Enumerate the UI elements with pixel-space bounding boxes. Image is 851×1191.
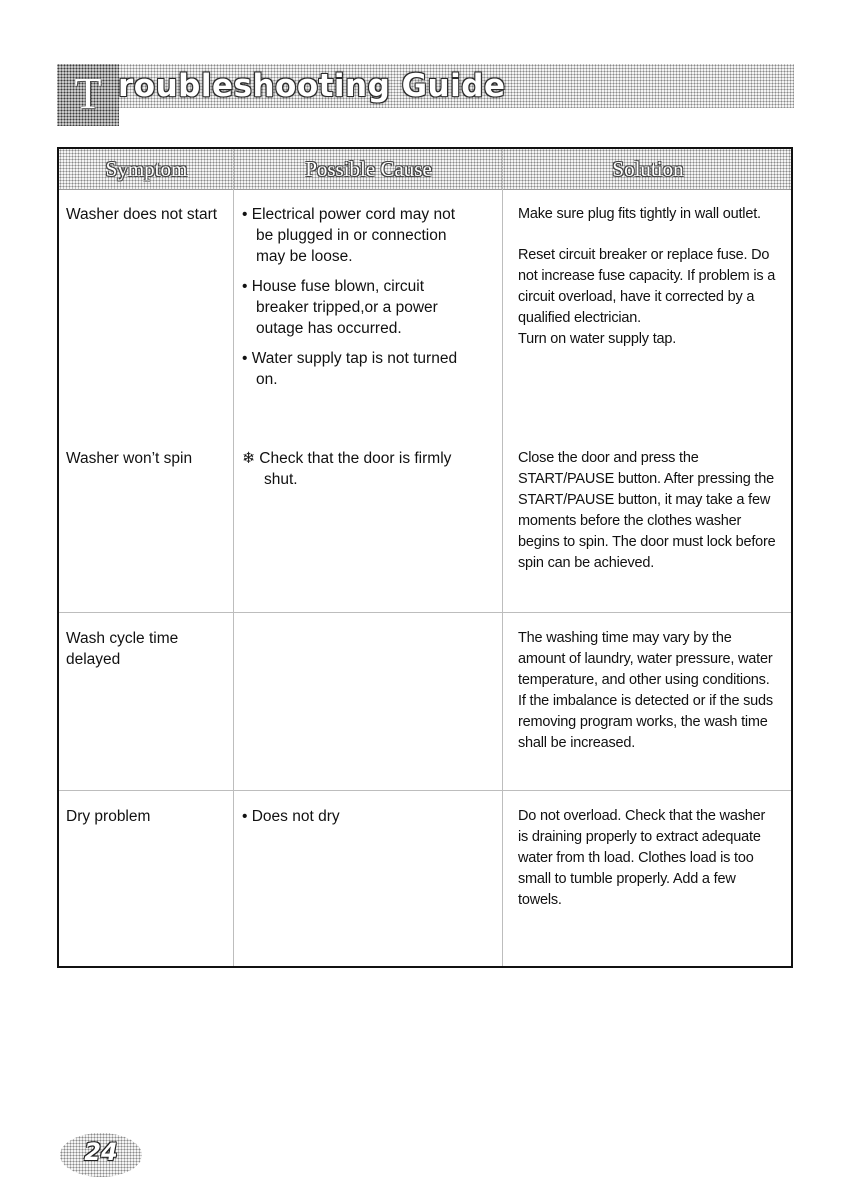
solution-item: Make sure plug fits tightly in wall outlet.	[518, 206, 761, 222]
solution-item: The washing time may vary by the amount of laundry, water pressure, water temperature, and other using conditions. If the imbalance is detected or if the suds removing program works, the wash time shall be increased.	[518, 630, 773, 751]
cause-cell	[242, 448, 474, 490]
cause-item: • Electrical power cord may not be plugged in or connection may be loose.	[242, 206, 456, 265]
cause-cell	[242, 806, 474, 827]
column-header-solution: Solution	[612, 157, 684, 181]
symptom-cell: Dry problem	[66, 808, 151, 825]
solution-cell	[518, 628, 776, 754]
column-divider	[233, 149, 234, 966]
table-header-row	[59, 149, 791, 190]
solution-item: Reset circuit breaker or replace fuse. Do not increase fuse capacity. If problem is a circuit overload, have it corrected by a qualified electrician.	[518, 247, 776, 326]
symptom-cell: Washer does not start	[66, 206, 218, 223]
column-header-possible-cause: Possible Cause	[305, 157, 432, 181]
row-divider	[59, 612, 791, 613]
page-title: roubleshooting Guide	[118, 68, 506, 104]
page-number: 24	[84, 1138, 118, 1166]
column-divider	[502, 149, 503, 966]
cause-item: • Does not dry	[242, 808, 340, 825]
solution-cell	[518, 204, 776, 350]
solution-item: Do not overload. Check that the washer is draining properly to extract adequate water from th load. Clothes load is too small to tumble properly. Add a few towels.	[518, 808, 766, 908]
solution-cell	[518, 448, 776, 574]
solution-item: Close the door and press the START/PAUSE button. After pressing the START/PAUSE button, it may take a few moments before the clothes washer begins to spin. The door must lock before spin can be achieved.	[518, 450, 776, 571]
title-initial: T	[74, 69, 102, 118]
cause-item: • House fuse blown, circuit breaker tripped,or a power outage has occurred.	[242, 278, 438, 337]
cause-item: • Water supply tap is not turned on.	[242, 350, 458, 388]
column-header-symptom: Symptom	[105, 157, 188, 181]
cause-item: ❄ Check that the door is firmly shut.	[242, 450, 452, 488]
row-divider	[59, 790, 791, 791]
symptom-cell: Washer won’t spin	[66, 450, 193, 467]
cause-cell	[242, 204, 474, 390]
solution-cell	[518, 806, 776, 911]
troubleshooting-table	[57, 147, 793, 968]
solution-item: Turn on water supply tap.	[518, 331, 677, 347]
symptom-cell: Wash cycle time delayed	[66, 630, 179, 668]
